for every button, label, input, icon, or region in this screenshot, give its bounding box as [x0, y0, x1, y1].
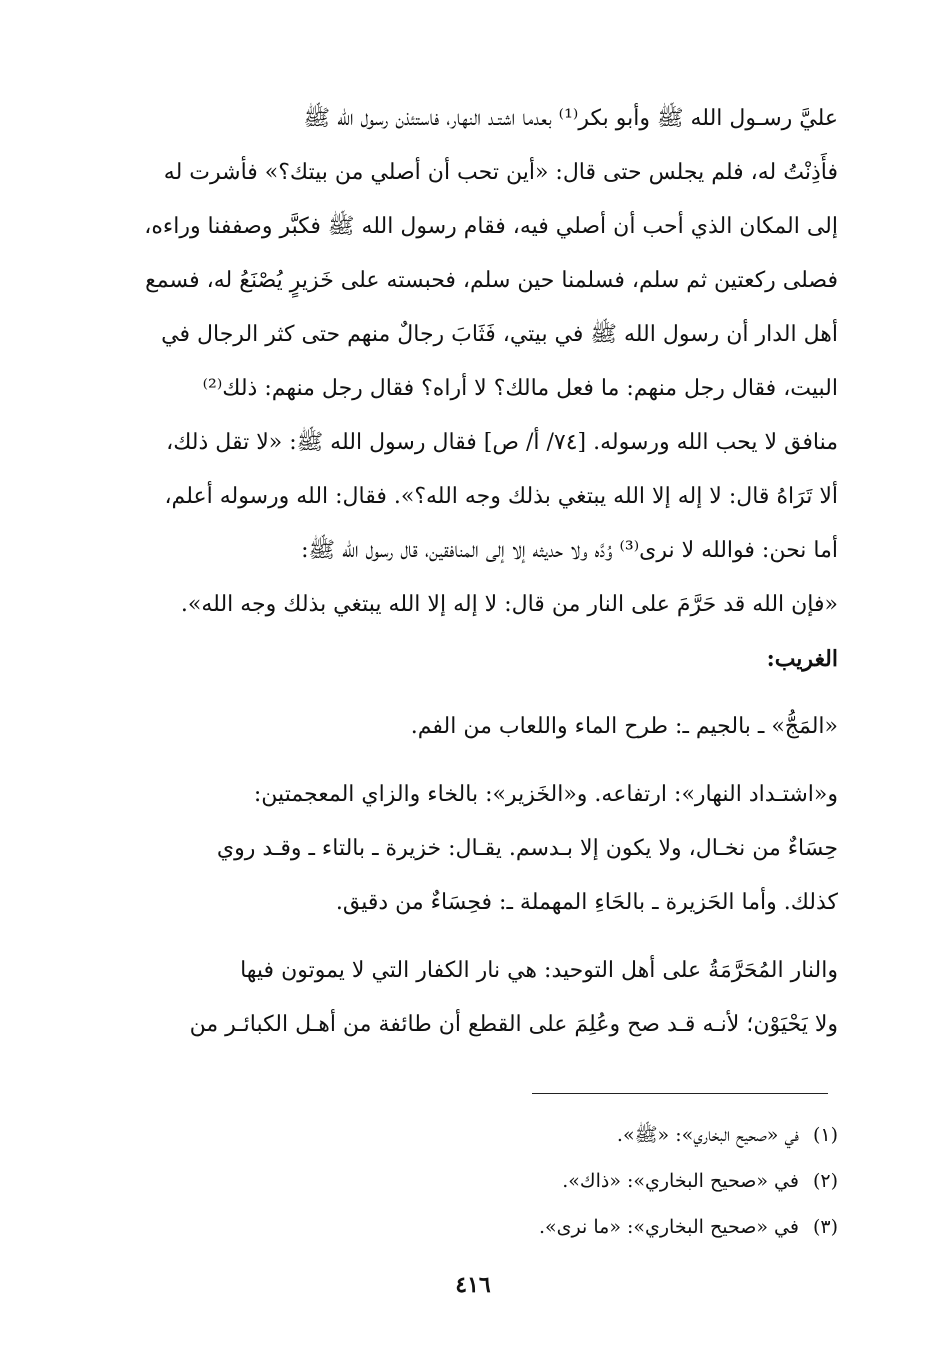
gharib-line: ولا يَحْيَوْن؛ لأنـه قـد صح وعُلِمَ على القطع أن طائفة من أهـل الكبائـر من [189, 1012, 838, 1037]
footnote-text: في «صحيح البخاري»: «ذاك». [562, 1170, 799, 1192]
text-line: أما نحن: فوالله لا نرى⁽³⁾ وُدَّه ولا حديثه إلا إلى المنافقين، قال رسول الله ﷺ: [301, 538, 838, 563]
footnote-3 [300, 1204, 838, 1250]
footnote-number: (٢) [812, 1170, 838, 1192]
footnote-number: (٣) [812, 1216, 838, 1238]
gharib-entry: «المَجُّ» ـ بالجيم ـ: طرح الماء واللعاب من الفم. [410, 714, 838, 739]
text-line: عليَّ رسـول الله ﷺ وأبو بكر⁽¹⁾ بعدما اشتـد النهار، فاستئذن رسول الله ﷺ [303, 106, 838, 131]
footnote-text: في «صحيح البخاري»: «ﷺ». [616, 1124, 799, 1146]
gharib-line: كذلك. وأما الحَزيرة ـ بالحَاءِ المهملة ـ: فحِسَاءٌ من دقيق. [335, 890, 838, 915]
text-line: «فإن الله قد حَرَّمَ على النار من قال: لا إله إلا الله يبتغي بذلك وجه الله». [180, 592, 838, 617]
footnote-text: في «صحيح البخاري»: «ما نرى». [539, 1216, 799, 1238]
text-line: منافق لا يحب الله ورسوله. [٧٤/ أ/ ص] فقال رسول الله ﷺ: «لا تقل ذلك، [166, 430, 838, 455]
text-line: فأَذِنْتُ له، فلم يجلس حتى قال: «أين تحب أن أصلي من بيتك؟» فأشرت له [163, 160, 838, 185]
text-line: فصلى ركعتين ثم سلم، فسلمنا حين سلم، فحبسته على خَزيرٍ يُصْنَعُ له، فسمع [145, 268, 838, 293]
text-line: أهل الدار أن رسول الله ﷺ في بيتي، فَثَابَ رجالٌ منهم حتى كثر الرجال في [161, 322, 838, 347]
text-line: ألا تَرَاهُ قال: لا إله إلا الله يبتغي بذلك وجه الله؟». فقال: الله ورسوله أعلم، [164, 484, 838, 509]
text-line: إلى المكان الذي أحب أن أصلي فيه، فقام رسول الله ﷺ فكبَّر وصففنا وراءه، [144, 214, 838, 239]
gharib-line: و«اشتـداد النهار»: ارتفاعه. و«الخَزير»: بالخاء والزاي المعجمتين: [253, 782, 838, 807]
main-text [108, 92, 838, 1052]
page-number: ٤١٦ [455, 1272, 491, 1298]
footnote-2 [300, 1158, 838, 1204]
footnote-divider [532, 1093, 828, 1094]
footnote-1 [300, 1112, 838, 1158]
text-line: البيت، فقال رجل منهم: ما فعل مالك؟ لا أراه؟ فقال رجل منهم: ذلك⁽²⁾ [202, 376, 838, 401]
footnote-number: (١) [812, 1124, 838, 1146]
gharib-line: حِسَاءٌ من نخـال، ولا يكون إلا بـدسم. يقـال: خزيرة ـ بالتاء ـ وقـد روي [216, 836, 838, 861]
gharib-line: والنار المُحَرَّمَةُ على أهل التوحيد: هي نار الكفار التي لا يموتون فيها [240, 958, 838, 983]
section-heading: الغريب: [766, 646, 838, 672]
footnotes [300, 1112, 838, 1250]
